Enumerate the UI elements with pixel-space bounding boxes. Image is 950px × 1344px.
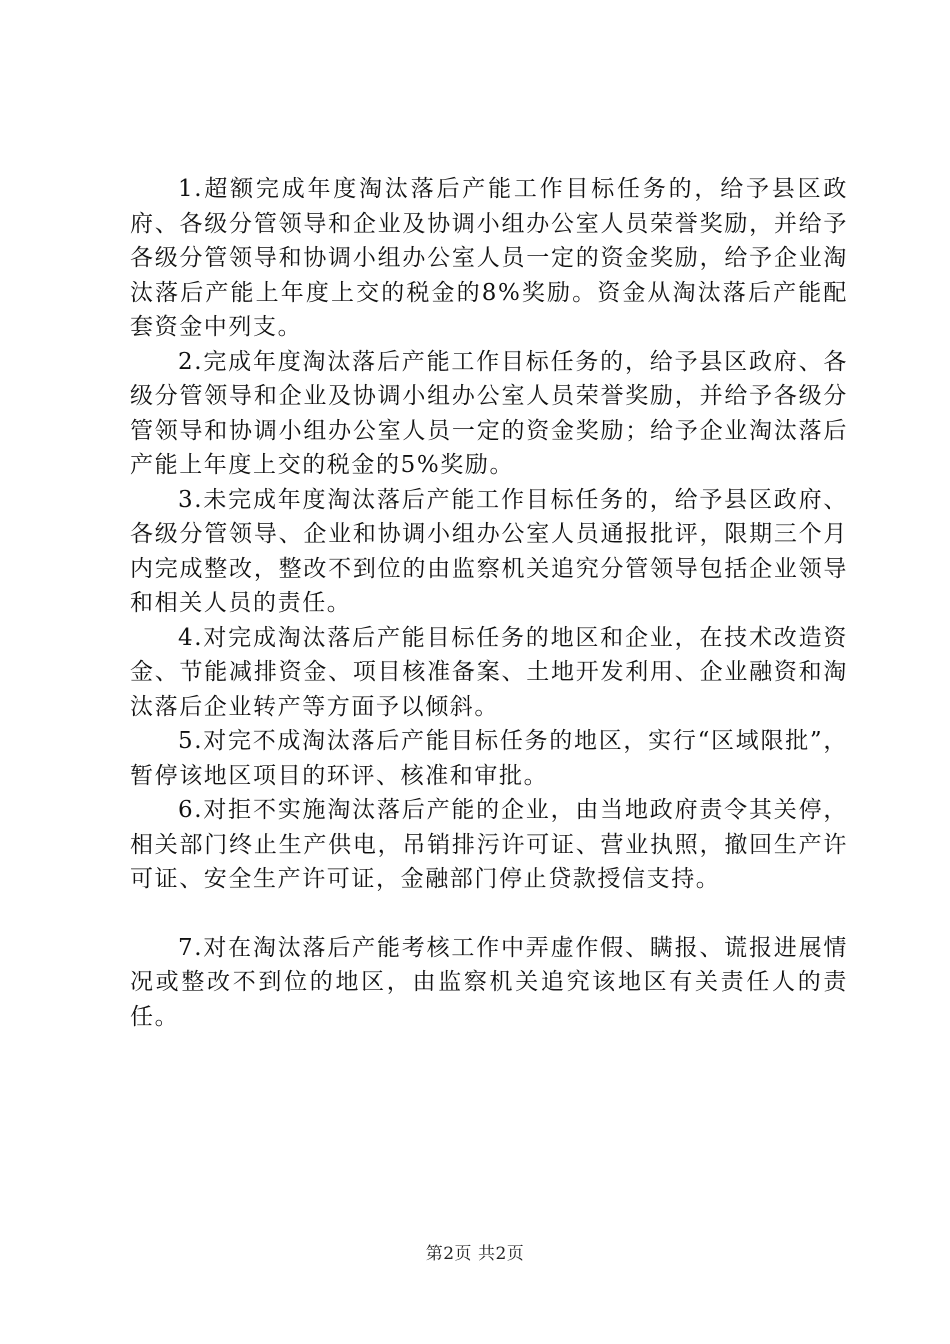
paragraph-5: 5.对完不成淘汰落后产能目标任务的地区，实行“区域限批”，暂停该地区项目的环评、核准和审批。 — [130, 728, 848, 789]
paragraph-2: 2.完成年度淘汰落后产能工作目标任务的，给予县区政府、各级分管领导和企业及协调小组办公室人员荣誉奖励，并给予各级分管领导和协调小组办公室人员一定的资金奖励；给予企业淘汰落后产能上年度上交的税金的5%奖励。 — [130, 348, 848, 478]
paragraph-3: 3.未完成年度淘汰落后产能工作目标任务的，给予县区政府、各级分管领导、企业和协调小组办公室人员通报批评，限期三个月内完成整改，整改不到位的由监察机关追究分管领导包括企业领导和相关人员的责任。 — [130, 486, 848, 616]
paragraph-1: 1.超额完成年度淘汰落后产能工作目标任务的，给予县区政府、各级分管领导和企业及协调小组办公室人员荣誉奖励，并给予各级分管领导和协调小组办公室人员一定的资金奖励，给予企业淘汰落后产能上年度上交的税金的8%奖励。资金从淘汰落后产能配套资金中列支。 — [130, 176, 848, 340]
document-body — [130, 172, 848, 1034]
page-footer: 第2页 共2页 — [425, 1244, 525, 1264]
paragraph-4: 4.对完成淘汰落后产能目标任务的地区和企业，在技术改造资金、节能减排资金、项目核准备案、土地开发利用、企业融资和淘汰落后企业转产等方面予以倾斜。 — [130, 624, 848, 720]
paragraph-7: 7.对在淘汰落后产能考核工作中弄虚作假、瞒报、谎报进展情况或整改不到位的地区，由监察机关追究该地区有关责任人的责任。 — [130, 934, 848, 1030]
paragraph-6: 6.对拒不实施淘汰落后产能的企业，由当地政府责令其关停，相关部门终止生产供电，吊销排污许可证、营业执照，撤回生产许可证、安全生产许可证，金融部门停止贷款授信支持。 — [130, 797, 848, 892]
